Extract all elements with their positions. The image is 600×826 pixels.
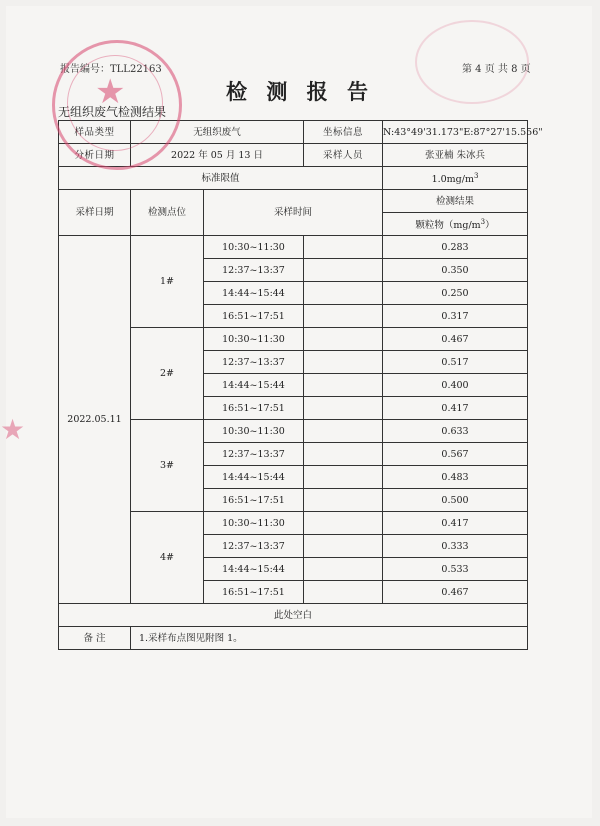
empty-cell	[304, 420, 383, 443]
time-cell: 10:30~11:30	[204, 236, 304, 259]
result-sub-end: ）	[485, 220, 495, 232]
table-row	[59, 236, 528, 259]
col-result-subheader	[383, 213, 528, 236]
result-cell: 0.633	[383, 420, 528, 443]
info-row-2	[59, 144, 528, 167]
empty-cell	[304, 466, 383, 489]
empty-cell	[304, 397, 383, 420]
time-cell: 12:37~13:37	[204, 351, 304, 374]
page-info: 第 4 页 共 8 页	[462, 64, 531, 75]
col-date-header: 采样日期	[59, 190, 131, 236]
remark-row	[59, 627, 528, 650]
header-row	[59, 190, 528, 213]
sampler-value: 张亚楠 朱冰兵	[383, 144, 528, 167]
empty-cell	[304, 259, 383, 282]
analysis-date-value: 2022 年 05 月 13 日	[131, 144, 304, 167]
result-sub-sup: 3	[480, 217, 486, 226]
sampling-date-cell: 2022.05.11	[59, 236, 131, 604]
blank-row	[59, 604, 528, 627]
time-cell: 16:51~17:51	[204, 305, 304, 328]
time-cell: 14:44~15:44	[204, 282, 304, 305]
result-cell: 0.483	[383, 466, 528, 489]
time-cell: 12:37~13:37	[204, 443, 304, 466]
limit-unit-sup: 3	[473, 171, 479, 180]
time-cell: 12:37~13:37	[204, 259, 304, 282]
limit-label: 标准限值	[59, 167, 383, 190]
col-point-header: 检测点位	[131, 190, 204, 236]
result-cell: 0.467	[383, 328, 528, 351]
time-cell: 10:30~11:30	[204, 328, 304, 351]
empty-cell	[304, 236, 383, 259]
coord-value: N:43°49'31.173"E:87°27'15.556"	[383, 121, 528, 144]
empty-cell	[304, 558, 383, 581]
time-cell: 10:30~11:30	[204, 420, 304, 443]
section-title: 无组织废气检测结果	[58, 105, 167, 119]
sample-type-value: 无组织废气	[131, 121, 304, 144]
sample-type-label: 样品类型	[59, 121, 131, 144]
col-time-header: 采样时间	[204, 190, 383, 236]
result-cell: 0.500	[383, 489, 528, 512]
result-cell: 0.400	[383, 374, 528, 397]
result-cell: 0.417	[383, 397, 528, 420]
point-cell: 1#	[131, 236, 204, 328]
empty-cell	[304, 305, 383, 328]
page-title: 检 测 报 告	[226, 79, 374, 104]
empty-cell	[304, 535, 383, 558]
seal-star-icon: ★	[95, 72, 126, 112]
time-cell: 14:44~15:44	[204, 466, 304, 489]
result-cell: 0.567	[383, 443, 528, 466]
time-cell: 16:51~17:51	[204, 581, 304, 604]
result-cell: 0.350	[383, 259, 528, 282]
limit-value	[383, 167, 528, 190]
empty-cell	[304, 374, 383, 397]
point-cell: 3#	[131, 420, 204, 512]
results-table	[58, 120, 543, 650]
time-cell: 16:51~17:51	[204, 489, 304, 512]
analysis-date-label: 分析日期	[59, 144, 131, 167]
point-cell: 4#	[131, 512, 204, 604]
coord-label: 坐标信息	[304, 121, 383, 144]
empty-cell	[304, 581, 383, 604]
result-cell: 0.317	[383, 305, 528, 328]
time-cell: 16:51~17:51	[204, 397, 304, 420]
result-sub-text: 颗粒物（mg/m	[415, 220, 481, 232]
limit-row	[59, 167, 528, 190]
result-cell: 0.417	[383, 512, 528, 535]
time-cell: 10:30~11:30	[204, 512, 304, 535]
empty-cell	[304, 512, 383, 535]
empty-cell	[304, 328, 383, 351]
blank-note: 此处空白	[59, 604, 528, 627]
time-cell: 14:44~15:44	[204, 374, 304, 397]
result-cell: 0.283	[383, 236, 528, 259]
remark-label: 备 注	[59, 627, 131, 650]
info-row-1	[59, 121, 528, 144]
empty-cell	[304, 351, 383, 374]
result-cell: 0.467	[383, 581, 528, 604]
empty-cell	[304, 443, 383, 466]
empty-cell	[304, 282, 383, 305]
result-cell: 0.517	[383, 351, 528, 374]
result-cell: 0.250	[383, 282, 528, 305]
time-cell: 12:37~13:37	[204, 535, 304, 558]
report-number: 报告编号：TLL22163	[60, 64, 162, 75]
sampler-label: 采样人员	[304, 144, 383, 167]
col-result-header: 检测结果	[383, 190, 528, 213]
result-cell: 0.533	[383, 558, 528, 581]
remark-value: 1.采样布点图见附图 1。	[131, 627, 528, 650]
limit-value-text: 1.0mg/m	[431, 174, 474, 186]
result-cell: 0.333	[383, 535, 528, 558]
point-cell: 2#	[131, 328, 204, 420]
side-seal-fragment: ★	[0, 413, 26, 446]
empty-cell	[304, 489, 383, 512]
time-cell: 14:44~15:44	[204, 558, 304, 581]
